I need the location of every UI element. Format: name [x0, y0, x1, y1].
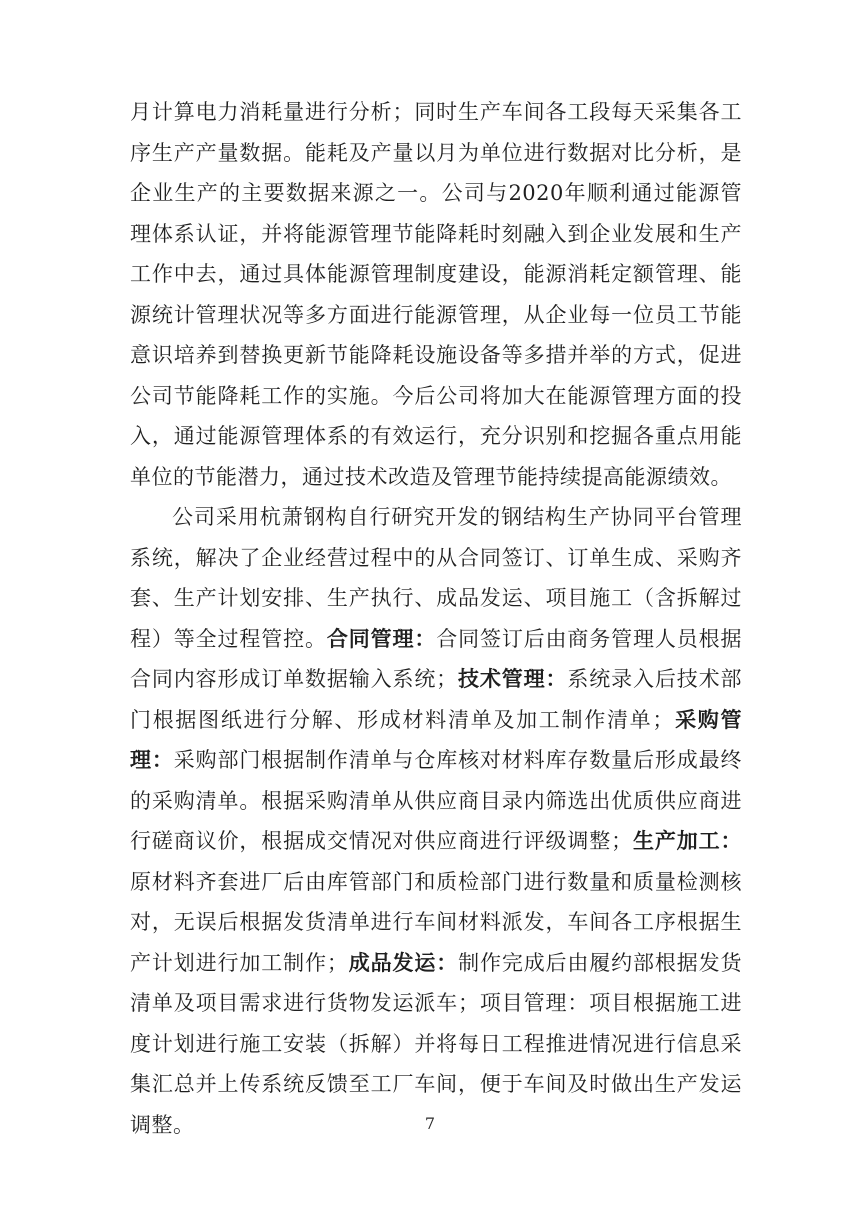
document-body	[130, 92, 742, 1145]
section-heading-run: 合同管理：	[326, 625, 437, 651]
section-heading-run: 生产加工：	[632, 828, 743, 853]
paragraph	[130, 497, 742, 1145]
text-run: 月计算电力消耗量进行分析；同时生产车间各工段每天采集各工序生产产量数据。能耗及产量以月为单位进行数据对比分析，是企业生产的主要数据来源之一。公司与2020年顺利通过能源管理体系认证，并将能源管理节能降耗时刻融入到企业发展和生产工作中去，通过具体能源管理制度建设，能源消耗定额管理、能源统计管理状况等多方面进行能源管理，从企业每一位员工节能意识培养到替换更新节能降耗设施设备等多措并举的方式，促进公司节能降耗工作的实施。今后公司将加大在能源管理方面的投入，通过能源管理体系的有效运行，充分识别和挖掘各重点用能单位的节能潜力，通过技术改造及管理节能持续提高能源绩效。	[130, 100, 742, 489]
section-heading-run: 成品发运：	[348, 949, 459, 975]
text-run: 采购部门根据制作清单与仓库核对材料库存数量后形成最终的采购清单。根据采购清单从供应商目录内筛选出优质供应商进行磋商议价，根据成交情况对供应商进行评级调整；	[130, 748, 743, 853]
text-run: 合同签订后由商务管理人员根据合同内容形成订单数据输入系统；	[130, 626, 743, 691]
page-number: 7	[424, 1114, 436, 1133]
text-run: 公司采用杭萧钢构自行研究开发的钢结构生产协同平台管理系统，解决了企业经营过程中的从合同签订、订单生成、采购齐套、生产计划安排、生产执行、成品发运、项目施工（含拆解过程）等全过程管控。	[130, 505, 742, 651]
section-heading-run: 采购管理：	[130, 706, 743, 772]
text-run: 制作完成后由履约部根据发货清单及项目需求进行货物发运派车；项目管理：项目根据施工进度计划进行施工安装（拆解）并将每日工程推进情况进行信息采集汇总并上传系统反馈至工厂车间，便于车间及时做出生产发运调整。	[130, 950, 743, 1137]
text-run: 系统录入后技术部门根据图纸进行分解、形成材料清单及加工制作清单；	[130, 667, 743, 732]
paragraph	[130, 92, 742, 497]
text-run: 原材料齐套进厂后由库管部门和质检部门进行数量和质量检测核对，无误后根据发货清单进行车间材料派发，车间各工序根据生产计划进行加工制作；	[130, 869, 742, 975]
section-heading-run: 技术管理：	[457, 666, 568, 691]
